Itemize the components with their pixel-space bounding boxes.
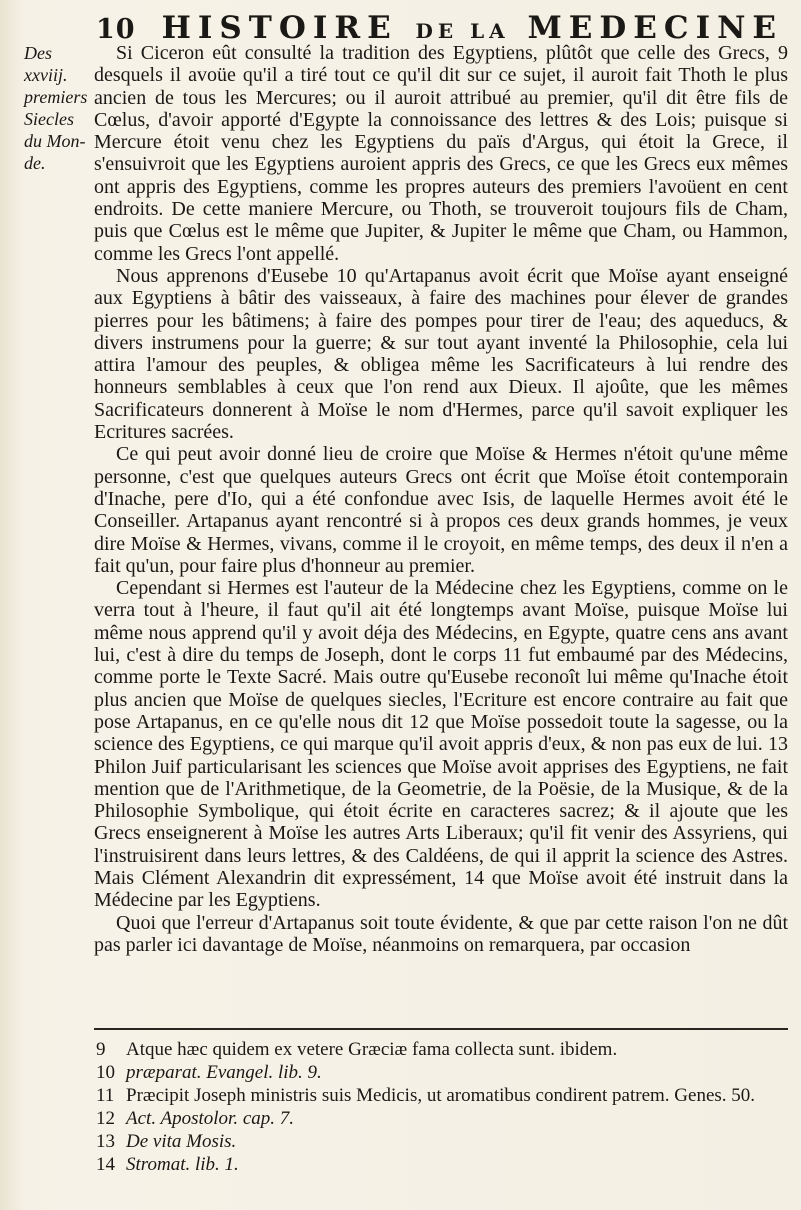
title-part-3: MEDECINE: [527, 10, 784, 46]
footnote-text: Stromat. lib. 1.: [126, 1154, 239, 1175]
footnote: [96, 1153, 786, 1176]
margin-note: [24, 42, 88, 174]
title-part-1: HISTOIRE: [161, 10, 398, 46]
paragraph-3: Ce qui peut avoir donné lieu de croire que Moïse & Hermes n'étoit qu'une même personne, c'est que quelques auteurs Grecs ont écrit que Moïse étoit contemporain d'Inache, pere d'Io, qui a été confondue avec Isis, de laquelle Hermes avoit été le Conseiller. Artapanus ayant rencontré si à propos ces deux grands hommes, je veux dire Moïse & Hermes, vivans, comme il le croyoit, en même temps, des deux il n'en a fait qu'un, pour faire plus d'honneur au premier.: [94, 443, 788, 577]
footnote-number: 9: [96, 1039, 106, 1060]
footnote: [96, 1038, 786, 1061]
margin-note-line: Siecles: [24, 109, 74, 129]
footnote-text: præparat. Evangel. lib. 9.: [126, 1062, 322, 1083]
margin-note-line: de.: [24, 153, 46, 173]
footnote-number: 14: [96, 1154, 115, 1175]
page-number: 10: [96, 14, 136, 45]
margin-note-line: Des: [24, 43, 52, 63]
footnote-number: 13: [96, 1131, 115, 1152]
paragraph-2: Nous apprenons d'Eusebe 10 qu'Artapanus avoit écrit que Moïse ayant enseigné aux Egyptiens à bâtir des vaisseaux, à faire des machines pour élever de grandes pierres pour les bâtimens; à faire des pompes pour tirer de l'eau; des aqueducs, & divers instrumens pour la guerre; & sur tout ayant inventé la Philosophie, cela lui attira l'amour des peuples, & obligea même les Sacrificateurs à lui rendre des honneurs semblables à ceux que l'on rend aux Dieux. Il ajoûte, que les mêmes Sacrificateurs donnerent à Moïse le nom d'Hermes, parce qu'il savoit expliquer les Ecritures sacrées.: [94, 264, 788, 444]
body-text: [94, 42, 788, 956]
footnote: [96, 1061, 786, 1084]
paragraph-4: Cependant si Hermes est l'auteur de la Médecine chez les Egyptiens, comme on le verra tout à l'heure, il faut qu'il ait été longtemps avant Moïse, puisque Moïse lui même nous apprend qu'il y avoit déja des Médecins, en Egypte, quatre cens ans avant lui, c'est à dire du temps de Joseph, dont le corps 11 fut embaumé par des Médecins, comme porte le Texte Sacré. Mais outre qu'Eusebe reconoît lui même qu'Inache étoit plus ancien que Moïse de quelques siecles, l'Ecriture est encore contraire au fait que pose Artapanus, en ce qu'elle nous dit 12 que Moïse possedoit toute la sagesse, ou la science des Egyptiens, ce qui marque qu'il avoit appris d'eux, & non pas eux de lui. 13 Philon Juif particularisant les sciences que Moïse avoit apprises des Egyptiens, ne fait mention que de l'Arithmetique, de la Geometrie, de la Poësie, de la Musique, & de la Philosophie Symbolique, qui étoit écrite en caracteres sacrez; & il ajoute que les Grecs enseignerent à Moïse les autres Arts Liberaux; qu'il fit venir des Assyriens, qui l'instruisirent dans leurs lettres, & des Caldéens, de qui il apprit la science des Astres. Mais Clément Alexandrin dit expressément, 14 que Moïse avoit été instruit dans la Médecine par les Egyptiens.: [94, 577, 788, 912]
footnote: [96, 1084, 786, 1107]
footnote-text: De vita Mosis.: [126, 1131, 237, 1152]
margin-note-line: du Mon-: [24, 131, 86, 151]
margin-note-line: premiers: [24, 87, 88, 107]
footnote: [96, 1107, 786, 1130]
footnotes: [96, 1038, 786, 1176]
running-title: [162, 10, 783, 46]
footnote-text: Præcipit Joseph ministris suis Medicis, ut aromatibus condirent patrem. Genes. 50.: [126, 1085, 756, 1106]
paragraph-5: Quoi que l'erreur d'Artapanus soit toute évidente, & que par cette raison l'on ne dût pas parler ici davantage de Moïse, néanmoins on remarquera, par occasion: [94, 911, 788, 956]
footnote-text: Atque hæc quidem ex vetere Græciæ fama collecta sunt. ibidem.: [126, 1039, 618, 1060]
footnote-number: 12: [96, 1108, 115, 1129]
paragraph-1: Si Ciceron eût consulté la tradition des Egyptiens, plûtôt que celle des Grecs, 9 desquels il avoüe qu'il a tiré tout ce qu'il dit sur ce sujet, il auroit fait Thoth le plus ancien de tous les Mercures; ou il auroit attribué au premier, qu'il dit être fils de Cœlus, d'avoir apporté d'Egypte la connoissance des lettres & des Lois; puisque si Mercure étoit venu chez les Egyptiens du païs d'Argus, qui étoit la Grece, il s'ensuivroit que les Egyptiens auroient appris des Grecs, ce que les Grecs eux mêmes ont appris des Egyptiens, comme les propres auteurs des premiers l'avoüent en cent endroits. De cette maniere Mercure, ou Thoth, se trouveroit toujours fils de Cham, puis que Cœlus est le même que Jupiter, & Jupiter le même que Cham, ou Hammon, comme les Grecs l'ont appellé.: [94, 42, 788, 265]
title-part-2: DE LA: [415, 19, 510, 43]
footnote-divider: [94, 1028, 788, 1030]
footnote-number: 11: [96, 1085, 115, 1106]
footnote-number: 10: [96, 1062, 115, 1083]
margin-note-line: xxviij.: [24, 65, 68, 85]
footnote-text: Act. Apostolor. cap. 7.: [126, 1108, 295, 1129]
footnote: [96, 1130, 786, 1153]
